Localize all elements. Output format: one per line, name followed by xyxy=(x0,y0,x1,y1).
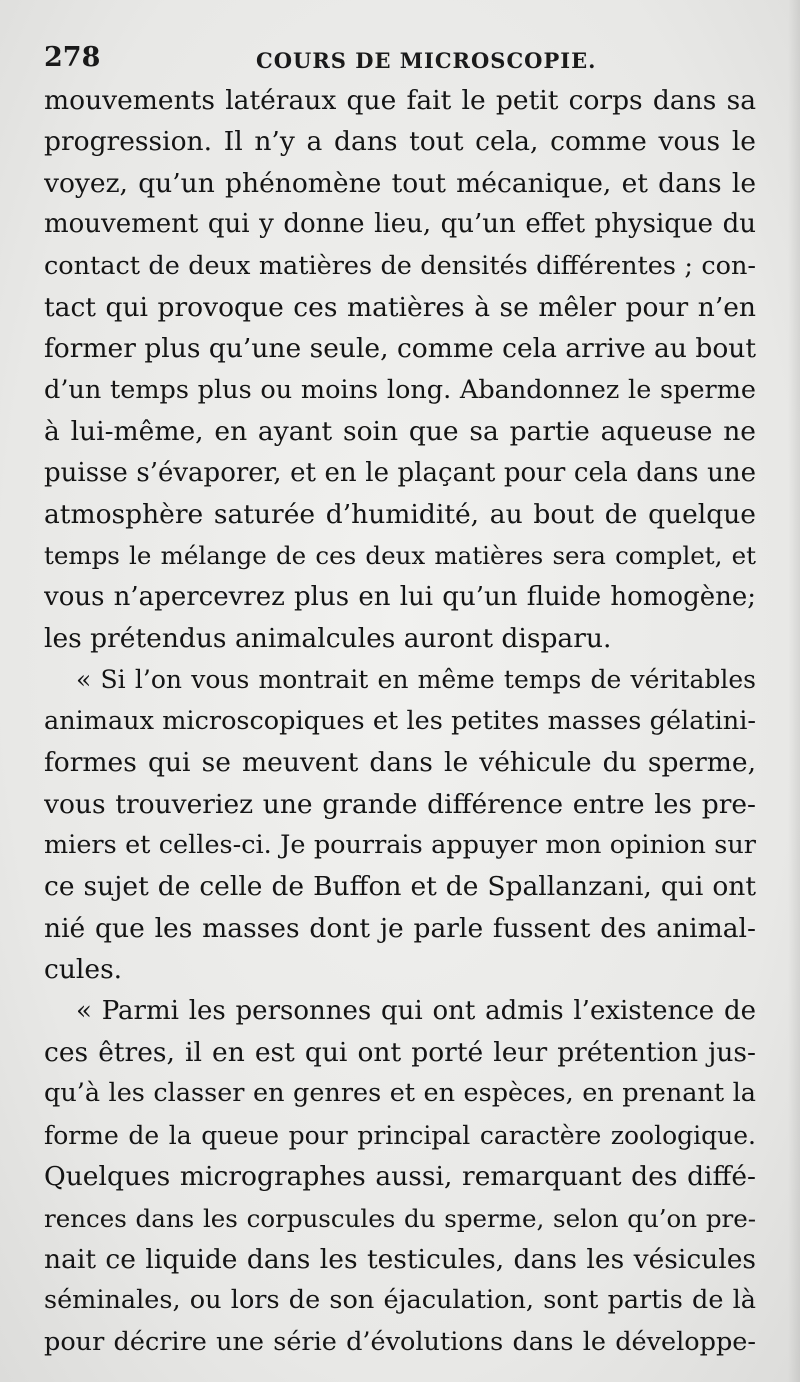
text-line: nait ce liquide dans les testicules, dans les vésicules xyxy=(44,1243,756,1275)
text-line: Quelques micrographes aussi, remarquant des diffé- xyxy=(44,1161,756,1193)
text-line: formes qui se meuvent dans le véhicule du sperme, xyxy=(44,747,756,779)
page-header xyxy=(44,42,744,82)
text-line: cules. xyxy=(44,954,123,986)
text-line: à lui-même, en ayant soin que sa partie aqueuse ne xyxy=(44,416,756,448)
text-line: vous n’apercevrez plus en lui qu’un fluide homogène; xyxy=(44,581,756,612)
text-line: ces êtres, il en est qui ont porté leur prétention jus- xyxy=(44,1036,756,1068)
text-line: « Si l’on vous montrait en même temps de véritables xyxy=(76,665,756,695)
body-text xyxy=(44,80,756,1363)
page-edge-shadow xyxy=(788,0,800,1382)
text-line: rences dans les corpuscules du sperme, selon qu’on pre- xyxy=(44,1203,756,1233)
text-line: d’un temps plus ou moins long. Abandonnez le sperme xyxy=(44,374,756,405)
text-line: former plus qu’une seule, comme cela arrive au bout xyxy=(44,333,756,365)
text-line: séminales, ou lors de son éjaculation, sont partis de là xyxy=(44,1285,756,1316)
text-line: vous trouveriez une grande différence entre les pre- xyxy=(44,788,756,820)
text-line: pour décrire une série d’évolutions dans le développe- xyxy=(44,1326,756,1357)
text-line: qu’à les classer en genres et en espèces, en prenant la xyxy=(44,1078,756,1109)
text-line: atmosphère saturée d’humidité, au bout de quelque xyxy=(44,498,756,530)
text-line: animaux microscopiques et les petites masses gélatini- xyxy=(44,705,756,736)
text-line: tact qui provoque ces matières à se mêler pour n’en xyxy=(44,291,756,323)
text-line: ce sujet de celle de Buffon et de Spallanzani, qui ont xyxy=(44,871,756,903)
text-line: voyez, qu’un phénomène tout mécanique, et dans le xyxy=(44,167,756,199)
text-line: progression. Il n’y a dans tout cela, comme vous le xyxy=(44,126,756,158)
text-line: mouvements latéraux que fait le petit corps dans sa xyxy=(44,85,756,116)
page-number: 278 xyxy=(44,42,101,73)
text-line: contact de deux matières de densités différentes ; con- xyxy=(44,250,756,281)
text-line: nié que les masses dont je parle fussent des animal- xyxy=(44,912,756,944)
text-line: les prétendus animalcules auront disparu. xyxy=(44,623,612,655)
text-line: puisse s’évaporer, et en le plaçant pour cela dans une xyxy=(44,457,756,488)
running-title: COURS DE MICROSCOPIE. xyxy=(256,48,597,73)
text-line: « Parmi les personnes qui ont admis l’existence de xyxy=(76,995,756,1026)
text-line: forme de la queue pour principal caractère zoologique. xyxy=(44,1120,756,1150)
text-line: miers et celles-ci. Je pourrais appuyer mon opinion sur xyxy=(44,830,756,861)
text-line: mouvement qui y donne lieu, qu’un effet physique du xyxy=(44,209,756,240)
text-line: temps le mélange de ces deux matières sera complet, et xyxy=(44,541,756,571)
